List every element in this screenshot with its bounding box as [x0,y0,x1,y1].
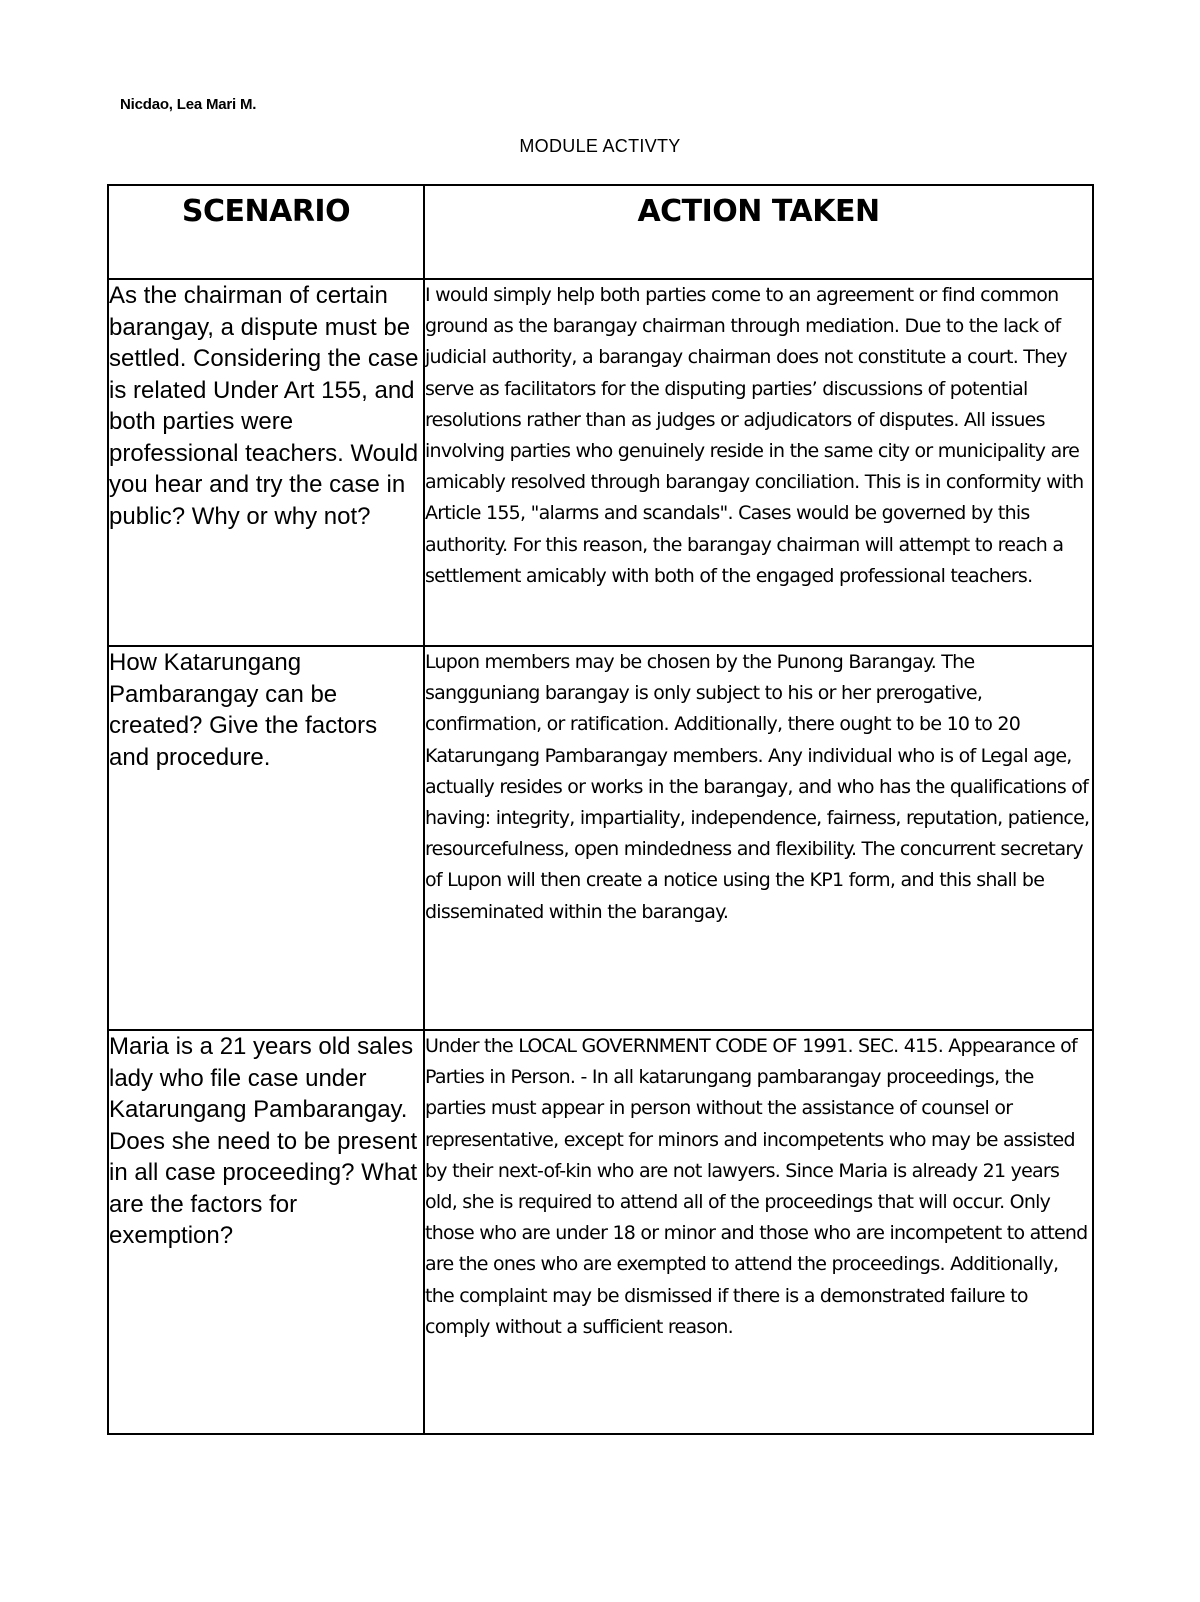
action-cell: I would simply help both parties come to an agreement or find common ground as the barangay chairman through mediation. Due to the lack of judicial authority, a barangay chairman does not constitute a court. They serve as facilitators for the disputing parties’ discussions of potential resolutions rather than as judges or adjudicators of disputes. All issues involving parties who genuinely reside in the same city or municipality are amicably resolved through barangay conciliation. This is in conformity with Article 155, "alarms and scandals". Cases would be governed by this authority. For this reason, the barangay chairman will attempt to reach a settlement amicably with both of the engaged professional teachers. [424,279,1093,646]
action-cell: Lupon members may be chosen by the Punong Barangay. The sangguniang barangay is only subject to his or her prerogative, confirmation, or ratification. Additionally, there ought to be 10 to 20 Katarungang Pambarangay members. Any individual who is of Legal age, actually resides or works in the barangay, and who has the qualifications of having: integrity, impartiality, independence, fairness, reputation, patience, resourcefulness, open mindedness and flexibility. The concurrent secretary of Lupon will then create a notice using the KP1 form, and this shall be disseminated within the barangay. [424,646,1093,1030]
table-row [108,1030,1093,1434]
activity-table [107,184,1094,1435]
table-row [108,646,1093,1030]
column-header-scenario-label: SCENARIO [181,194,351,229]
table-header-row [108,185,1093,279]
column-header-scenario [108,185,424,279]
action-cell: Under the LOCAL GOVERNMENT CODE OF 1991. SEC. 415. Appearance of Parties in Person. - In all katarungang pambarangay proceedings, the parties must appear in person without the assistance of counsel or representative, except for minors and incompetents who may be assisted by their next-of-kin who are not lawyers. Since Maria is already 21 years old, she is required to attend all of the proceedings that will occur. Only those who are under 18 or minor and those who are incompetent to attend are the ones who are exempted to attend the proceedings. Additionally, the complaint may be dismissed if there is a demonstrated failure to comply without a sufficient reason. [424,1030,1093,1434]
author-name: Nicdao, Lea Mari M. [120,96,257,113]
scenario-cell: As the chairman of certain barangay, a dispute must be settled. Considering the case is related Under Art 155, and both parties were professional teachers. Would you hear and try the case in public? Why or why not? [108,279,424,646]
table-row [108,279,1093,646]
scenario-cell: How Katarungang Pambarangay can be created? Give the factors and procedure. [108,646,424,1030]
column-header-action-taken-label: ACTION TAKEN [637,194,880,229]
document-title: MODULE ACTIVTY [519,136,681,156]
column-header-action-taken [424,185,1093,279]
scenario-cell: Maria is a 21 years old sales lady who file case under Katarungang Pambarangay. Does she need to be present in all case proceeding? What are the factors for exemption? [108,1030,424,1434]
